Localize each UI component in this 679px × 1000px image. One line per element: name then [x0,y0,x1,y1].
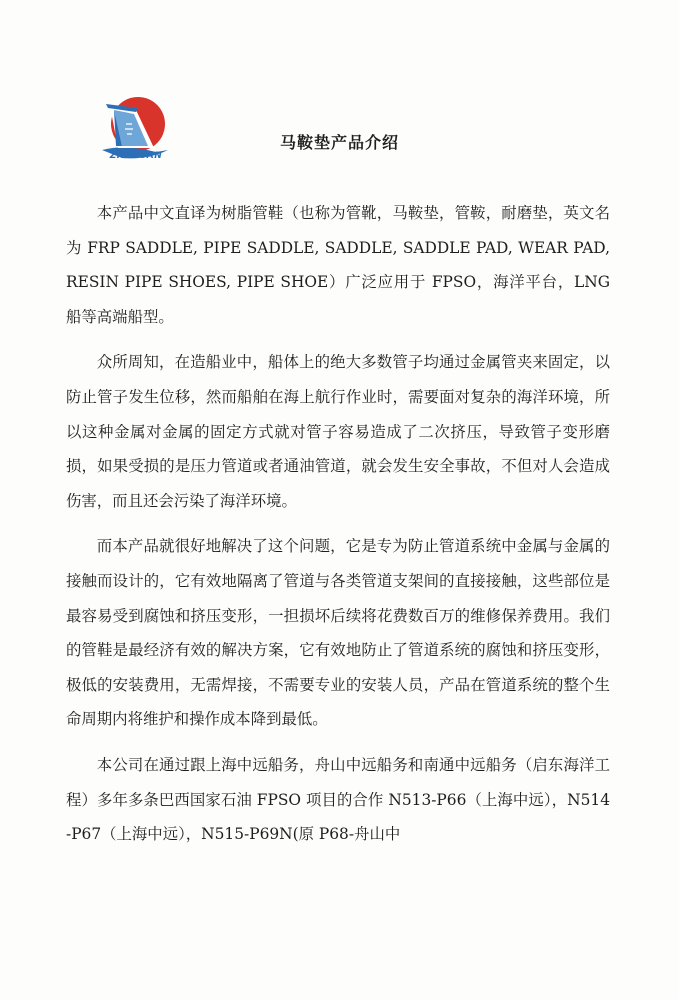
logo-caption: ZHI YUAN [109,151,163,161]
paragraph-projects: 本公司在通过跟上海中远船务，舟山中远船务和南通中远船务（启东海洋工程）多年多条巴西国家石油 FPSO 项目的合作 N513-P66（上海中远），N514-P67（上海中远），N515-P69N(原 P68-舟山中 [66,755,610,844]
document-title: 马鞍垫产品介绍 [279,133,399,152]
paragraph-problem: 众所周知，在造船业中，船体上的绝大多数管子均通过金属管夹来固定，以防止管子发生位移，然而船舶在海上航行作业时，需要面对复杂的海洋环境，所以这种金属对金属的固定方式就对管子容易造成了二次挤压，导致管子变形磨损，如果受损的是压力管道或者通油管道，就会发生安全事故，不但对人会造成伤害，而且还会污染了海洋环境。 [66,353,610,510]
paragraph-solution: 而本产品就很好地解决了这个问题，它是专为防止管道系统中金属与金属的接触而设计的，它有效地隔离了管道与各类管道支架间的直接接触，这些部位是最容易受到腐蚀和挤压变形，一担损坏后续将花费数百万的维修保养费用。我们的管鞋是最经济有效的解决方案，它有效地防止了管道系统的腐蚀和挤压变形，极低的安装费用，无需焊接，不需要专业的安装人员，产品在管道系统的整个生命周期内将维护和操作成本降到最低。 [66,537,610,729]
document-body [66,196,610,863]
paragraph-intro: 本产品中文直译为树脂管鞋（也称为管靴，马鞍垫，管鞍，耐磨垫，英文名为 FRP SADDLE, PIPE SADDLE, SADDLE, SADDLE PAD, WEAR PAD, RESIN PIPE SHOES, PIPE SHOE）广泛应用于 FPSO，海洋平台，LNG 船等高端船型。 [66,204,610,326]
